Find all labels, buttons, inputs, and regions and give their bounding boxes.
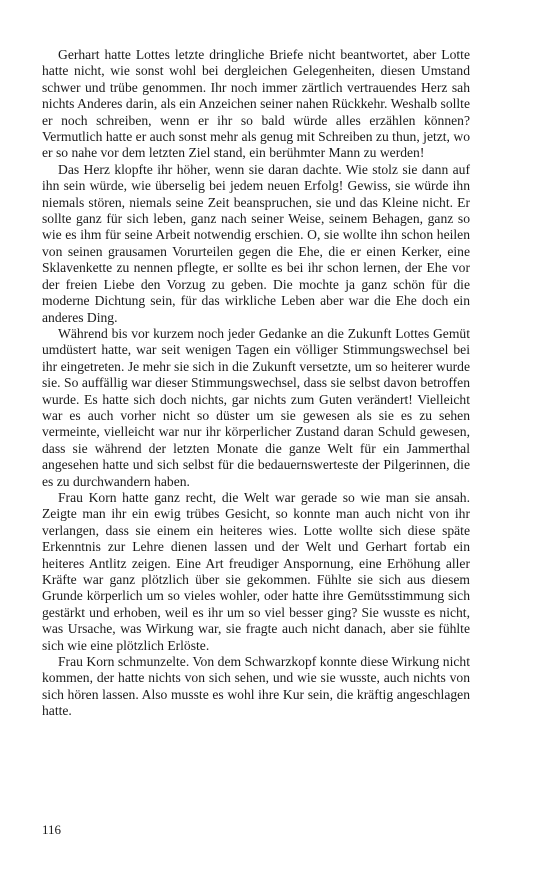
paragraph-1: Gerhart hatte Lottes letzte dringliche Briefe nicht beantwortet, aber Lotte hatte nicht, wie sonst wohl bei dergleichen Gelegenheiten, diesen Umstand schwer und trübe genommen. Ihr noch immer zärtlich vertrauendes Herz sah nichts Anderes darin, als ein Anzeichen seiner nahen Rückkehr. Weshalb sollte er noch schreiben, wenn er ihr so bald würde alles erzählen können? Vermutlich hatte er auch sonst mehr als genug mit Schreiben zu thun, jetzt, wo er so nahe vor dem letzten Ziel stand, ein berühmter Mann zu werden! [42, 47, 470, 161]
paragraph-4: Frau Korn hatte ganz recht, die Welt war gerade so wie man sie ansah. Zeigte man ihr ein ewig trübes Gesicht, so konnte man auch nicht von ihr verlangen, dass sie einem ein heiteres wies. Lotte wollte sich diese späte Erkenntnis zur Lehre dienen lassen und der Welt und Gerhart fortab ein heiteres Antlitz zeigen. Eine Art freudiger Anspornung, eine Erhöhung aller Kräfte war ganz plötzlich über sie gekommen. Fühlte sie sich aus diesem Grunde körperlich um so vieles wohler, oder hatte ihre Gemütsstimmung sich gestärkt und erhoben, weil es ihr um so viel besser ging? Sie wusste es nicht, was Ursache, was Wirkung war, sie fragte auch nicht danach, aber sie fühlte sich wie eine plötzlich Erlöste. [42, 489, 470, 653]
paragraph-2: Das Herz klopfte ihr höher, wenn sie daran dachte. Wie stolz sie dann auf ihn sein würde, wie überselig bei jedem neuen Erfolg! Gewiss, sie würde ihn niemals stören, niemals seine Zeit beanspruchen, sie und das Kleine nicht. Er sollte ganz für sich leben, ganz nach seiner Weise, seinem Behagen, ganz so wie es ihm für seine Arbeit notwendig erschien. O, sie wollte ihn schon heilen von seinen grausamen Vorurteilen gegen die Ehe, die er einen Kerker, eine Sklavenkette zu nennen pflegte, er sollte es bei ihr schon lernen, der Ehe vor der freien Liebe den Vorzug zu geben. Die mochte ja ganz schön für die moderne Dichtung sein, für das wirkliche Leben aber war die Ehe doch ein anderes Ding. [42, 161, 470, 325]
page-body [42, 47, 470, 720]
paragraph-3: Während bis vor kurzem noch jeder Gedanke an die Zukunft Lottes Gemüt umdüstert hatte, war seit wenigen Tagen ein völliger Stimmungswechsel bei ihr eingetreten. Je mehr sie sich in die Zukunft versetzte, um so heiterer wurde sie. So auffällig war dieser Stimmungswechsel, dass sie selbst davon betroffen wurde. Es hatte sich doch nichts, gar nichts zum Guten verändert! Vielleicht war es auch vorher nicht so düster um sie gewesen als sie es zu sehen vermeinte, vielleicht war nur ihr körperlicher Zustand daran Schuld gewesen, dass sie während der letzten Monate die ganze Welt für ein Jammerthal angesehen hatte und sich selbst für die bedauernswerteste der Pilgerinnen, die es zu durchwandern haben. [42, 325, 470, 489]
page-number: 116 [42, 822, 62, 837]
paragraph-5: Frau Korn schmunzelte. Von dem Schwarzkopf konnte diese Wirkung nicht kommen, der hatte nichts von sich sehen, und wie sie wusste, auch nichts von sich hören lassen. Also musste es wohl ihre Kur sein, die kräftig angeschlagen hatte. [42, 654, 470, 719]
